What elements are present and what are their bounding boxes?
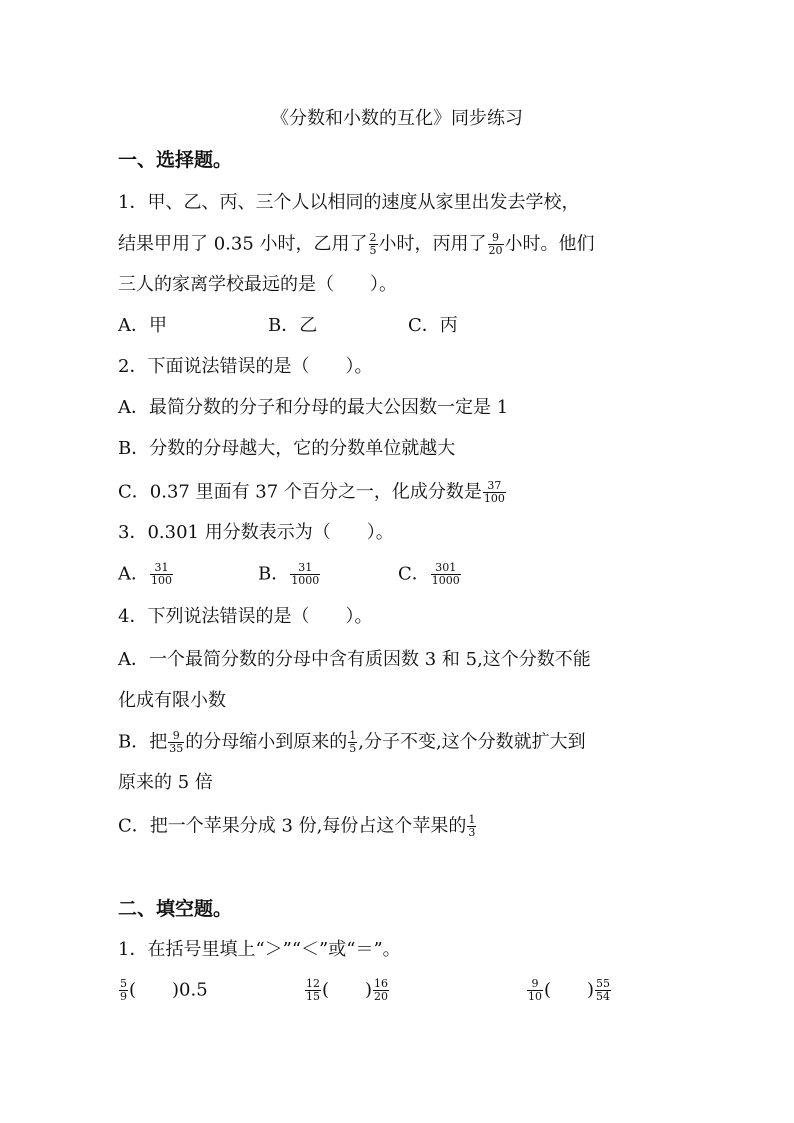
q1-options (118, 314, 458, 338)
q4-stem: 4．下列说法错误的是（ ）。 (118, 606, 373, 627)
q3-option-b: B． $\frac{31}{1000}$ (258, 561, 320, 587)
page-title: 《分数和小数的互化》同步练习 (271, 108, 523, 129)
q1-fraction-a: $\frac{2}{5}$ (369, 231, 377, 257)
q4-fraction-c: $\frac{1}{3}$ (468, 813, 476, 839)
q1-line1: 1．甲、乙、丙、三个人以相同的速度从家里出发去学校， (118, 192, 580, 213)
q3-stem: 3．0.301 用分数表示为（ ）。 (118, 522, 394, 543)
section-heading-choice: 一、选择题。 (118, 149, 233, 171)
q2-option-c (118, 480, 507, 505)
q3-option-a: A． $\frac{31}{100}$ (118, 561, 172, 587)
q1-line3: 三人的家离学校最远的是（ ）。 (118, 274, 397, 295)
section-heading-fill: 二、填空题。 (118, 898, 233, 920)
q2-option-a: A．最简分数的分子和分母的最大公因数一定是 1 (118, 397, 509, 418)
q3-option-c: C． $\frac{301}{1000}$ (398, 561, 460, 587)
q4-fraction-b: $\frac{9}{35}$ (169, 729, 184, 755)
q1-line2 (118, 232, 595, 257)
q1-fraction-b: $\frac{9}{20}$ (488, 231, 503, 257)
fill1-exercise-3: $\frac{9}{10}$ ( ) $\frac{55}{54}$ (528, 977, 611, 1003)
q2-option-b: B．分数的分母越大，它的分数单位就越大 (118, 438, 456, 459)
q1-option-a: A．甲 (118, 315, 167, 336)
q4-option-b-line2: 原来的 5 倍 (118, 772, 213, 793)
q1-text-b: 小时，丙用了 (378, 233, 487, 255)
fill1-stem: 1．在括号里填上“＞”“＜”或“＝”。 (118, 939, 401, 960)
q4-option-a-line1: A．一个最简分数的分母中含有质因数 3 和 5,这个分数不能 (118, 649, 591, 670)
q4-option-b-line1: B．把 $\frac{9}{35}$ 的分母缩小到原来的 $\frac{1}{5}$ ,分子不变,这个分数就扩大到 (118, 729, 586, 755)
q2-fraction: $\frac{37}{100}$ (483, 479, 505, 505)
q1-text-a: 结果甲用了 0.35 小时，乙用了 (118, 233, 368, 255)
fill1-exercise-1: $\frac{5}{9}$ ( )0.5 (120, 977, 208, 1003)
q1-option-b: B．乙 (268, 315, 318, 336)
fill1-exercise-2: $\frac{12}{15}$ ( ) $\frac{16}{20}$ (306, 977, 389, 1003)
q1-option-c: C．丙 (408, 315, 458, 336)
q4-fraction-b2: $\frac{1}{5}$ (349, 729, 357, 755)
q2-option-c-text: C．0.37 里面有 37 个百分之一，化成分数是 (118, 481, 482, 503)
q2-stem: 2．下面说法错误的是（ ）。 (118, 356, 373, 377)
q1-text-c: 小时。他们 (504, 233, 595, 255)
fill1-exercises (118, 978, 612, 1003)
q3-options (118, 562, 462, 587)
q4-option-a-line2: 化成有限小数 (118, 690, 226, 711)
q4-option-c: C．把一个苹果分成 3 份,每份占这个苹果的 $\frac{1}{3}$ (118, 813, 476, 839)
